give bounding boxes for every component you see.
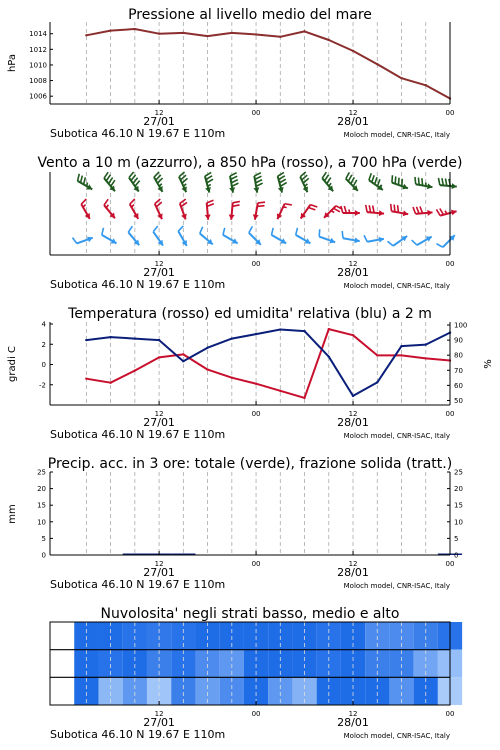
x-tick-label: 12 <box>348 410 358 418</box>
humidity-point <box>376 381 378 383</box>
y-axis-label: hPa <box>7 53 18 73</box>
humidity-point <box>109 336 111 338</box>
x-tick-label: 12 <box>154 109 164 117</box>
barb-feather <box>257 206 264 207</box>
date-label: 28/01 <box>337 266 369 279</box>
x-tick-label: 00 <box>445 410 455 418</box>
temperature-point <box>206 368 208 370</box>
barb-feather <box>418 178 419 185</box>
temperature-point <box>231 376 233 378</box>
y-tick-label: 4 <box>41 320 46 329</box>
y-tick-label: 25 <box>37 468 46 477</box>
y2-tick-label: 10 <box>454 518 463 527</box>
station-info: Subotica 46.10 N 19.67 E 110m <box>50 278 226 291</box>
barb-half-feather <box>349 210 350 214</box>
y2-tick-label: 70 <box>454 366 463 375</box>
humidity-point <box>425 343 427 345</box>
temperature-point <box>85 377 87 379</box>
y2-axis-label: % <box>483 359 494 369</box>
y-tick-label: 0 <box>41 361 46 370</box>
date-label: 27/01 <box>143 716 175 729</box>
barb-half-feather <box>283 207 287 208</box>
y-tick-label: 0 <box>41 551 46 560</box>
model-credit: Moloch model, CNR-ISAC, Italy <box>343 432 450 440</box>
humidity-point <box>352 395 354 397</box>
temperature-point <box>279 390 281 392</box>
y2-tick-label: 60 <box>454 381 463 390</box>
pressure-point <box>255 33 257 35</box>
y-tick-label: 1010 <box>29 61 47 70</box>
x-tick-label: 00 <box>251 109 261 117</box>
barb-feather <box>399 178 400 185</box>
model-credit: Moloch model, CNR-ISAC, Italy <box>343 131 450 139</box>
barb-half-feather <box>380 185 381 188</box>
humidity-point <box>303 330 305 332</box>
x-tick-label: 00 <box>445 109 455 117</box>
pressure-point <box>376 63 378 65</box>
humidity-point <box>158 339 160 341</box>
y-tick-label: 10 <box>37 518 46 527</box>
chart-title: Pressione al livello medio del mare <box>128 7 372 23</box>
model-credit: Moloch model, CNR-ISAC, Italy <box>343 282 450 290</box>
humidity-point <box>134 337 136 339</box>
pressure-point <box>182 32 184 34</box>
barb-feather <box>402 179 403 186</box>
panel-temperature <box>7 306 494 441</box>
y-tick-label: 1006 <box>29 92 47 101</box>
barb-feather <box>319 229 320 236</box>
x-tick-label: 12 <box>348 560 358 568</box>
y2-tick-label: 15 <box>454 501 463 510</box>
barb-feather <box>392 175 393 182</box>
date-label: 27/01 <box>143 566 175 579</box>
x-tick-label: 00 <box>251 710 261 718</box>
date-label: 28/01 <box>337 416 369 429</box>
date-label: 28/01 <box>337 115 369 128</box>
chart-title: Nuvolosita' negli strati basso, medio e alto <box>100 606 400 622</box>
x-tick-label: 12 <box>154 560 164 568</box>
pressure-point <box>231 32 233 34</box>
y-tick-label: 1014 <box>29 30 47 39</box>
x-tick-label: 12 <box>348 710 358 718</box>
pressure-point <box>400 77 402 79</box>
model-credit: Moloch model, CNR-ISAC, Italy <box>343 582 450 590</box>
chart-title: Precip. acc. in 3 ore: totale (verde), frazione solida (tratt.) <box>47 456 453 472</box>
barb-feather <box>258 202 265 203</box>
humidity-point <box>206 346 208 348</box>
station-info: Subotica 46.10 N 19.67 E 110m <box>50 728 226 741</box>
pressure-point <box>328 39 330 41</box>
pressure-point <box>206 35 208 37</box>
x-tick-label: 00 <box>251 560 261 568</box>
pressure-point <box>109 29 111 31</box>
pressure-point <box>134 28 136 30</box>
temperature-point <box>352 334 354 336</box>
temperature-point <box>303 397 305 399</box>
humidity-point <box>255 333 257 335</box>
y2-tick-label: 90 <box>454 336 463 345</box>
y2-tick-label: 0 <box>454 551 459 560</box>
temperature-point <box>182 353 184 355</box>
temperature-point <box>376 354 378 356</box>
y2-tick-label: 25 <box>454 468 463 477</box>
barb-feather <box>395 176 396 183</box>
y-axis-label: mm <box>7 504 18 524</box>
y-tick-label: -2 <box>39 381 46 390</box>
panel-precipitation <box>7 456 463 591</box>
temperature-point <box>255 383 257 385</box>
temperature-point <box>109 382 111 384</box>
chart-title: Temperatura (rosso) ed umidita' relativa (blu) a 2 m <box>68 306 432 322</box>
station-info: Subotica 46.10 N 19.67 E 110m <box>50 578 226 591</box>
pressure-point <box>158 33 160 35</box>
date-label: 27/01 <box>143 266 175 279</box>
x-tick-label: 12 <box>348 109 358 117</box>
y2-tick-label: 80 <box>454 351 463 360</box>
x-tick-label: 00 <box>445 710 455 718</box>
humidity-point <box>328 356 330 358</box>
station-info: Subotica 46.10 N 19.67 E 110m <box>50 127 226 140</box>
x-tick-label: 12 <box>348 260 358 268</box>
barb-feather <box>415 177 416 184</box>
barb-feather <box>285 204 292 205</box>
date-label: 27/01 <box>143 115 175 128</box>
y2-tick-label: 50 <box>454 396 463 405</box>
y-tick-label: 20 <box>37 485 46 494</box>
humidity-point <box>182 360 184 362</box>
barb-half-feather <box>87 183 88 187</box>
temperature-point <box>328 328 330 330</box>
barb-feather <box>394 205 395 212</box>
pressure-point <box>352 50 354 52</box>
y2-tick-label: 100 <box>454 321 468 330</box>
x-tick-label: 00 <box>251 410 261 418</box>
humidity-point <box>400 345 402 347</box>
pressure-point <box>85 34 87 36</box>
y-tick-label: 1008 <box>29 77 47 86</box>
barb-feather <box>422 178 423 185</box>
y2-tick-label: 5 <box>454 534 459 543</box>
pressure-point <box>425 84 427 86</box>
y2-tick-label: 20 <box>454 485 463 494</box>
y-tick-label: 2 <box>41 340 46 349</box>
humidity-point <box>279 328 281 330</box>
y-tick-label: 5 <box>41 534 46 543</box>
barb-feather <box>398 205 399 212</box>
y-tick-label: 1012 <box>29 45 47 54</box>
panel-clouds <box>50 606 462 741</box>
temperature-point <box>400 354 402 356</box>
humidity-point <box>231 337 233 339</box>
y-tick-label: 15 <box>37 501 46 510</box>
temperature-point <box>134 369 136 371</box>
x-tick-label: 12 <box>154 710 164 718</box>
x-tick-label: 00 <box>445 560 455 568</box>
barb-arrowhead <box>452 183 457 189</box>
model-credit: Moloch model, CNR-ISAC, Italy <box>343 732 450 740</box>
x-tick-label: 12 <box>154 410 164 418</box>
plot-area <box>50 472 450 555</box>
temperature-point <box>158 356 160 358</box>
date-label: 28/01 <box>337 566 369 579</box>
x-tick-label: 12 <box>154 260 164 268</box>
panel-wind <box>37 155 462 291</box>
barb-feather <box>342 231 343 238</box>
y-axis-label: gradi C <box>7 346 18 382</box>
pressure-point <box>279 36 281 38</box>
station-info: Subotica 46.10 N 19.67 E 110m <box>50 428 226 441</box>
x-tick-label: 00 <box>251 260 261 268</box>
humidity-point <box>85 339 87 341</box>
date-label: 27/01 <box>143 416 175 429</box>
temperature-point <box>425 357 427 359</box>
barb-feather <box>391 204 392 211</box>
pressure-point <box>303 30 305 32</box>
date-label: 28/01 <box>337 716 369 729</box>
chart-title: Vento a 10 m (azzurro), a 850 hPa (rosso), a 700 hPa (verde) <box>37 155 463 171</box>
panel-pressure <box>7 7 454 140</box>
x-tick-label: 00 <box>445 260 455 268</box>
